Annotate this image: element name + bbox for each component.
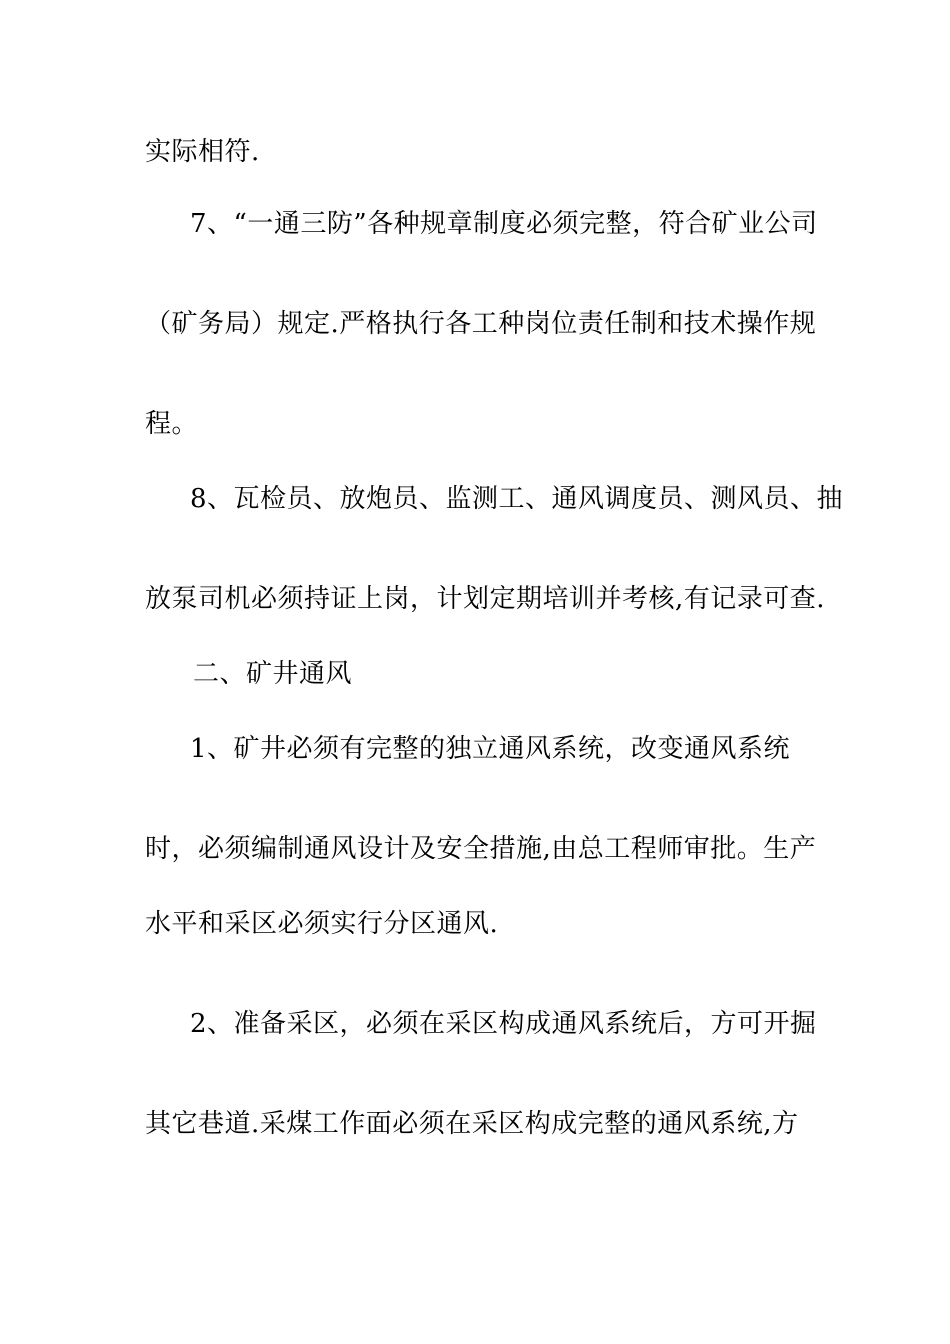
clause-8-line-2: 放泵司机必须持证上岗，计划定期培训并考核,有记录可查.	[145, 584, 826, 614]
section-2-clause-1-line-1: 1、矿井必须有完整的独立通风系统，改变通风系统	[190, 734, 791, 764]
section-2-clause-1-line-2: 时，必须编制通风设计及安全措施,由总工程师审批。生产	[145, 834, 817, 864]
clause-7-line-3: 程。	[145, 409, 199, 439]
section-2-clause-1-line-3: 水平和采区必须实行分区通风.	[145, 909, 499, 939]
section-2-clause-2-line-1: 2、准备采区，必须在采区构成通风系统后，方可开掘	[190, 1009, 817, 1039]
section-heading: 二、矿井通风	[193, 659, 353, 689]
section-2-clause-2-line-2: 其它巷道.采煤工作面必须在采区构成完整的通风系统,方	[145, 1109, 799, 1139]
clause-7-line-1: 7、“一通三防”各种规章制度必须完整，符合矿业公司	[190, 209, 818, 239]
clause-7-line-2: （矿务局）规定.严格执行各工种岗位责任制和技术操作规	[145, 309, 817, 339]
text-line: 实际相符.	[145, 137, 260, 167]
clause-8-line-1: 8、瓦检员、放炮员、监测工、通风调度员、测风员、抽	[190, 484, 844, 514]
